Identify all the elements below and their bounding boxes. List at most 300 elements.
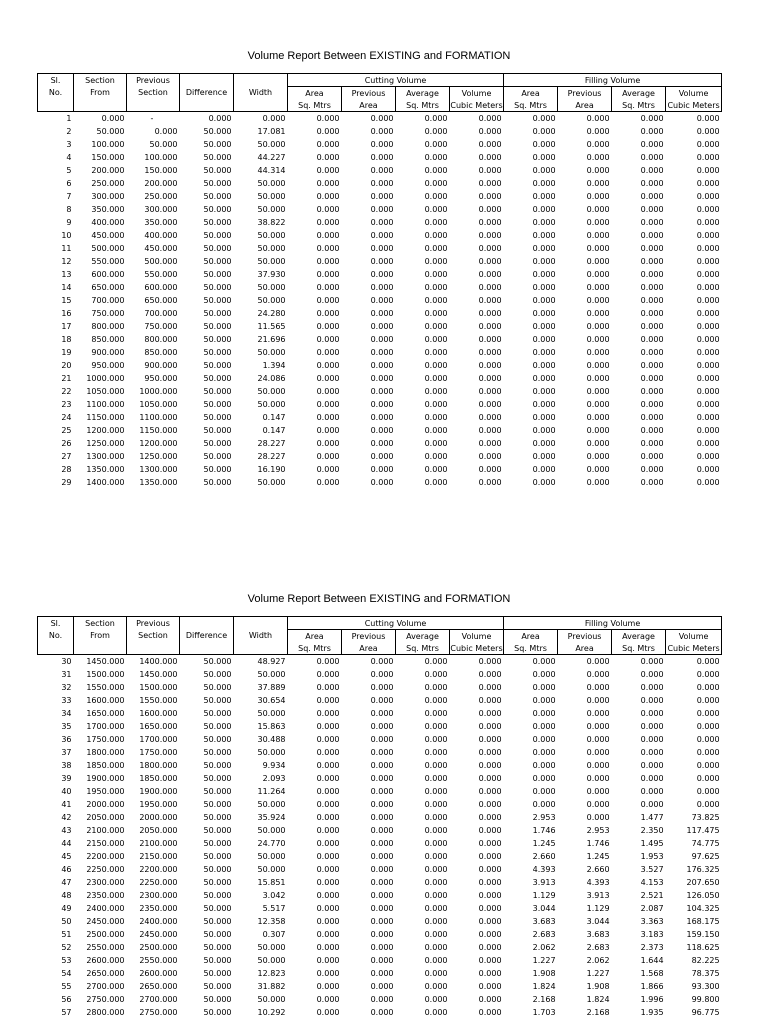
fill-average-cell: 0.000 — [640, 270, 664, 279]
cut-volume-cell: 0.000 — [478, 774, 502, 783]
difference-cell: 50.000 — [203, 309, 232, 318]
difference-cell: 50.000 — [203, 205, 232, 214]
table-header — [38, 617, 722, 655]
cut-average-header: Average — [396, 87, 450, 100]
sl-no-cell: 6 — [66, 179, 72, 188]
difference-cell: 50.000 — [203, 956, 232, 965]
fill-area-cell: 0.000 — [532, 439, 556, 448]
section-from-cell: 1000.000 — [86, 374, 125, 383]
volume-table — [37, 73, 722, 489]
section-from-cell: 2450.000 — [86, 917, 125, 926]
cut-area-cell: 0.000 — [316, 244, 340, 253]
cut-area-cell: 0.000 — [316, 696, 340, 705]
fill-area-cell: 0.000 — [532, 283, 556, 292]
fill-area-cell: 3.913 — [532, 878, 556, 887]
difference-cell: 50.000 — [203, 218, 232, 227]
cut-average-cell: 0.000 — [424, 969, 448, 978]
cut-volume-cell: 0.000 — [478, 439, 502, 448]
cut-volume-cell: 0.000 — [478, 995, 502, 1004]
sl-no-cell: 45 — [61, 852, 72, 861]
fill-average-cell: 1.495 — [640, 839, 664, 848]
cut-area-cell: 0.000 — [316, 452, 340, 461]
fill-volume-cell: 93.300 — [691, 982, 720, 991]
previous-section-cell: 900.000 — [144, 361, 178, 370]
section-from-cell: 750.000 — [91, 309, 125, 318]
sl-no-cell: 53 — [61, 956, 72, 965]
cut-area-cell: 0.000 — [316, 140, 340, 149]
fill-volume-cell: 0.000 — [696, 257, 720, 266]
previous-section-cell: 2400.000 — [139, 917, 178, 926]
fill-area-cell: 0.000 — [532, 374, 556, 383]
table-row — [38, 759, 722, 772]
width-cell: 10.292 — [257, 1008, 286, 1017]
previous-section-cell: 1350.000 — [139, 478, 178, 487]
cut-volume-cell: 0.000 — [478, 761, 502, 770]
cut-average-cell: 0.000 — [424, 670, 448, 679]
cutting-volume-header: Cutting Volume — [288, 617, 504, 630]
width-cell: 35.924 — [257, 813, 286, 822]
table-row — [38, 720, 722, 733]
fill-average-cell: 2.350 — [640, 826, 664, 835]
cut-prev-area-cell: 0.000 — [370, 865, 394, 874]
cut-average-cell: 0.000 — [424, 296, 448, 305]
cut-average-cell: 0.000 — [424, 943, 448, 952]
cut-average-cell: 0.000 — [424, 722, 448, 731]
section-from-cell: 1900.000 — [86, 774, 125, 783]
sl-no-cell: 13 — [61, 270, 72, 279]
fill-prev-area-cell: 0.000 — [586, 761, 610, 770]
table-row — [38, 941, 722, 954]
fill-average-cell: 0.000 — [640, 335, 664, 344]
fill-volume-cell: 0.000 — [696, 735, 720, 744]
cut-prev-area-cell: 0.000 — [370, 670, 394, 679]
sl-no-cell: 10 — [61, 231, 72, 240]
cut-prev-area-cell: 0.000 — [370, 270, 394, 279]
cut-volume-cell: 0.000 — [478, 878, 502, 887]
fill-prev-area-cell: 0.000 — [586, 696, 610, 705]
section-from-cell: 2200.000 — [86, 852, 125, 861]
filling-volume-header: Filling Volume — [504, 74, 722, 87]
fill-area-cell: 0.000 — [532, 683, 556, 692]
section-from-cell: 1450.000 — [86, 657, 125, 666]
fill-volume-cell: 176.325 — [686, 865, 720, 874]
table-row — [38, 411, 722, 424]
section-from-cell: 1750.000 — [86, 735, 125, 744]
difference-cell: 50.000 — [203, 322, 232, 331]
cut-prev-area-cell: 0.000 — [370, 127, 394, 136]
fill-prev-area-cell: 0.000 — [586, 283, 610, 292]
fill-area-cell: 0.000 — [532, 218, 556, 227]
report-title: Volume Report Between EXISTING and FORMATION — [247, 593, 511, 605]
fill-prev-area-cell: 0.000 — [586, 335, 610, 344]
difference-cell: 50.000 — [203, 774, 232, 783]
difference-cell: 50.000 — [203, 283, 232, 292]
cut-area-cell: 0.000 — [316, 426, 340, 435]
cut-volume-unit: Cubic Meters — [450, 643, 503, 653]
width-cell: 3.042 — [262, 891, 286, 900]
fill-volume-cell: 0.000 — [696, 722, 720, 731]
table-row — [38, 993, 722, 1006]
volume-report-page-1 — [37, 48, 721, 489]
cut-prev-area-cell: 0.000 — [370, 283, 394, 292]
previous-section-cell: 1050.000 — [139, 400, 178, 409]
cut-prev-area-unit: Area — [342, 99, 396, 112]
fill-average-cell: 0.000 — [640, 696, 664, 705]
fill-volume-cell: 0.000 — [696, 335, 720, 344]
fill-prev-area-cell: 3.913 — [586, 891, 610, 900]
table-row — [38, 242, 722, 255]
cut-area-cell: 0.000 — [316, 800, 340, 809]
cut-average-cell: 0.000 — [424, 205, 448, 214]
fill-area-cell: 0.000 — [532, 309, 556, 318]
previous-section-cell: 1300.000 — [139, 465, 178, 474]
width-cell: 37.889 — [257, 683, 286, 692]
width-cell: 50.000 — [257, 257, 286, 266]
section-from-cell: 900.000 — [91, 348, 125, 357]
sl-no-cell: 3 — [66, 140, 72, 149]
cut-average-cell: 0.000 — [424, 400, 448, 409]
width-cell: 50.000 — [257, 296, 286, 305]
fill-prev-area-cell: 0.000 — [586, 309, 610, 318]
section-from-cell: 2250.000 — [86, 865, 125, 874]
width-cell: 50.000 — [257, 140, 286, 149]
cut-average-cell: 0.000 — [424, 839, 448, 848]
fill-area-cell: 0.000 — [532, 335, 556, 344]
fill-average-cell: 0.000 — [640, 452, 664, 461]
fill-prev-area-cell: 0.000 — [586, 192, 610, 201]
cut-average-cell: 0.000 — [424, 995, 448, 1004]
difference-cell: 50.000 — [203, 683, 232, 692]
fill-volume-cell: 82.225 — [691, 956, 720, 965]
section-from-header: Section — [74, 74, 127, 87]
difference-cell: 50.000 — [203, 400, 232, 409]
difference-cell: 50.000 — [203, 709, 232, 718]
sl-no-cell: 17 — [61, 322, 72, 331]
fill-prev-area-cell: 0.000 — [586, 153, 610, 162]
fill-volume-cell: 0.000 — [696, 413, 720, 422]
sl-no-cell: 1 — [66, 114, 72, 123]
section-from-cell: 2150.000 — [86, 839, 125, 848]
sl-no-cell: 27 — [61, 452, 72, 461]
width-cell: 50.000 — [257, 852, 286, 861]
cut-volume-cell: 0.000 — [478, 270, 502, 279]
fill-prev-area-cell: 0.000 — [586, 244, 610, 253]
cut-average-unit: Sq. Mtrs — [396, 99, 450, 112]
cut-prev-area-cell: 0.000 — [370, 387, 394, 396]
sl-no-cell: 37 — [61, 748, 72, 757]
cut-area-cell: 0.000 — [316, 813, 340, 822]
cut-area-cell: 0.000 — [316, 683, 340, 692]
cut-average-cell: 0.000 — [424, 761, 448, 770]
table-body — [38, 112, 722, 490]
fill-prev-area-cell: 0.000 — [586, 439, 610, 448]
cut-prev-area-cell: 0.000 — [370, 774, 394, 783]
sl-no-cell: 8 — [66, 205, 72, 214]
fill-volume-cell: 207.650 — [686, 878, 720, 887]
fill-area-cell: 0.000 — [532, 257, 556, 266]
fill-volume-cell: 0.000 — [696, 205, 720, 214]
sl-no-cell: 34 — [61, 709, 72, 718]
sl-no-cell: 43 — [61, 826, 72, 835]
difference-cell: 50.000 — [203, 244, 232, 253]
cut-volume-cell: 0.000 — [478, 709, 502, 718]
cut-volume-cell: 0.000 — [478, 309, 502, 318]
cut-volume-cell: 0.000 — [478, 826, 502, 835]
fill-prev-area-unit: Area — [558, 99, 612, 112]
previous-section-cell: 0.000 — [154, 127, 178, 136]
fill-area-cell: 0.000 — [532, 761, 556, 770]
previous-section-cell: 600.000 — [144, 283, 178, 292]
section-from-cell: 250.000 — [91, 179, 125, 188]
section-from-cell: 1600.000 — [86, 696, 125, 705]
section-from-cell: 1300.000 — [86, 452, 125, 461]
cut-prev-area-cell: 0.000 — [370, 192, 394, 201]
previous-section-cell: 2750.000 — [139, 1008, 178, 1017]
fill-area-cell: 2.062 — [532, 943, 556, 952]
cut-area-cell: 0.000 — [316, 904, 340, 913]
fill-average-cell: 0.000 — [640, 257, 664, 266]
fill-volume-cell: 0.000 — [696, 657, 720, 666]
cut-average-cell: 0.000 — [424, 426, 448, 435]
difference-cell: 50.000 — [203, 826, 232, 835]
cut-prev-area-cell: 0.000 — [370, 696, 394, 705]
volume-table — [37, 616, 722, 1019]
table-row — [38, 476, 722, 489]
fill-average-cell: 1.568 — [640, 969, 664, 978]
sl-no-cell: 23 — [61, 400, 72, 409]
fill-area-cell: 0.000 — [532, 244, 556, 253]
fill-volume-cell: 0.000 — [696, 800, 720, 809]
cut-volume-cell: 0.000 — [478, 413, 502, 422]
fill-area-cell: 0.000 — [532, 696, 556, 705]
fill-area-cell: 0.000 — [532, 387, 556, 396]
difference-cell: 50.000 — [203, 257, 232, 266]
cut-average-cell: 0.000 — [424, 930, 448, 939]
cut-average-cell: 0.000 — [424, 826, 448, 835]
previous-section-cell: 1950.000 — [139, 800, 178, 809]
table-row — [38, 255, 722, 268]
previous-section-cell: 850.000 — [144, 348, 178, 357]
cut-average-cell: 0.000 — [424, 787, 448, 796]
width-cell: 5.517 — [262, 904, 286, 913]
fill-area-cell: 0.000 — [532, 657, 556, 666]
cut-volume-cell: 0.000 — [478, 865, 502, 874]
cut-area-cell: 0.000 — [316, 839, 340, 848]
cut-volume-cell: 0.000 — [478, 192, 502, 201]
cut-prev-area-cell: 0.000 — [370, 761, 394, 770]
cut-area-cell: 0.000 — [316, 761, 340, 770]
cut-prev-area-cell: 0.000 — [370, 943, 394, 952]
section-from-cell: 50.000 — [96, 127, 125, 136]
cut-volume-cell: 0.000 — [478, 361, 502, 370]
cut-volume-cell: 0.000 — [478, 904, 502, 913]
cut-prev-area-cell: 0.000 — [370, 231, 394, 240]
table-row — [38, 333, 722, 346]
cut-area-cell: 0.000 — [316, 231, 340, 240]
section-from-header: Section — [74, 617, 127, 630]
fill-average-cell: 1.477 — [640, 813, 664, 822]
previous-section-header-2: Section — [127, 87, 180, 112]
width-cell: 38.822 — [257, 218, 286, 227]
fill-area-cell: 0.000 — [532, 452, 556, 461]
cut-area-header: Area — [288, 87, 342, 100]
table-row — [38, 798, 722, 811]
cut-average-cell: 0.000 — [424, 800, 448, 809]
sl-no-cell: 38 — [61, 761, 72, 770]
previous-section-cell: 300.000 — [144, 205, 178, 214]
cut-area-cell: 0.000 — [316, 296, 340, 305]
fill-volume-cell: 73.825 — [691, 813, 720, 822]
cut-volume-cell: 0.000 — [478, 956, 502, 965]
fill-prev-area-cell: 1.908 — [586, 982, 610, 991]
fill-volume-cell: 0.000 — [696, 709, 720, 718]
fill-area-unit: Sq. Mtrs — [504, 99, 558, 112]
width-cell: 50.000 — [257, 865, 286, 874]
fill-volume-cell: 118.625 — [686, 943, 720, 952]
fill-area-cell: 0.000 — [532, 153, 556, 162]
cut-average-cell: 0.000 — [424, 114, 448, 123]
previous-section-cell: 400.000 — [144, 231, 178, 240]
cut-prev-area-cell: 0.000 — [370, 296, 394, 305]
fill-average-cell: 0.000 — [640, 413, 664, 422]
cut-area-cell: 0.000 — [316, 787, 340, 796]
cut-average-cell: 0.000 — [424, 322, 448, 331]
fill-area-cell: 0.000 — [532, 735, 556, 744]
width-cell: 2.093 — [262, 774, 286, 783]
sl-no-cell: 7 — [66, 192, 72, 201]
table-row — [38, 681, 722, 694]
cut-volume-cell: 0.000 — [478, 722, 502, 731]
section-from-cell: 1950.000 — [86, 787, 125, 796]
cut-average-cell: 0.000 — [424, 439, 448, 448]
sl-header-2: No. — [38, 87, 74, 112]
fill-prev-area-cell: 0.000 — [586, 735, 610, 744]
fill-volume-header: Volume — [666, 87, 722, 100]
fill-area-cell: 0.000 — [532, 231, 556, 240]
difference-header: Difference — [180, 617, 234, 655]
fill-volume-cell: 0.000 — [696, 231, 720, 240]
section-from-cell: 1250.000 — [86, 439, 125, 448]
cut-prev-area-cell: 0.000 — [370, 361, 394, 370]
sl-no-cell: 57 — [61, 1008, 72, 1017]
table-row — [38, 424, 722, 437]
cut-prev-area-cell: 0.000 — [370, 982, 394, 991]
fill-average-cell: 0.000 — [640, 800, 664, 809]
previous-section-cell: 550.000 — [144, 270, 178, 279]
fill-average-header: Average — [612, 87, 666, 100]
cut-area-cell: 0.000 — [316, 826, 340, 835]
difference-cell: 50.000 — [203, 127, 232, 136]
previous-section-header-2: Section — [127, 630, 180, 655]
table-row — [38, 346, 722, 359]
previous-section-cell: 1500.000 — [139, 683, 178, 692]
fill-area-cell: 1.746 — [532, 826, 556, 835]
cut-volume-cell: 0.000 — [478, 218, 502, 227]
fill-prev-area-cell: 0.000 — [586, 387, 610, 396]
fill-prev-area-cell: 1.129 — [586, 904, 610, 913]
cut-area-cell: 0.000 — [316, 657, 340, 666]
previous-section-cell: 700.000 — [144, 309, 178, 318]
sl-no-cell: 4 — [66, 153, 72, 162]
width-cell: 1.394 — [262, 361, 286, 370]
cut-average-cell: 0.000 — [424, 361, 448, 370]
fill-prev-area-cell: 0.000 — [586, 465, 610, 474]
cut-area-cell: 0.000 — [316, 179, 340, 188]
cut-average-cell: 0.000 — [424, 696, 448, 705]
fill-area-cell: 0.000 — [532, 670, 556, 679]
cut-prev-area-cell: 0.000 — [370, 657, 394, 666]
width-cell: 15.851 — [257, 878, 286, 887]
table-row — [38, 863, 722, 876]
cut-prev-area-cell: 0.000 — [370, 722, 394, 731]
cut-average-cell: 0.000 — [424, 956, 448, 965]
cut-volume-cell: 0.000 — [478, 930, 502, 939]
fill-average-cell: 1.866 — [640, 982, 664, 991]
cut-prev-area-cell: 0.000 — [370, 748, 394, 757]
cut-area-cell: 0.000 — [316, 709, 340, 718]
width-cell: 50.000 — [257, 826, 286, 835]
width-cell: 50.000 — [257, 800, 286, 809]
width-cell: 28.227 — [257, 452, 286, 461]
cutting-volume-header: Cutting Volume — [288, 74, 504, 87]
difference-cell: 50.000 — [203, 735, 232, 744]
fill-area-cell: 0.000 — [532, 205, 556, 214]
fill-prev-area-cell: 3.044 — [586, 917, 610, 926]
fill-volume-cell: 0.000 — [696, 670, 720, 679]
fill-average-unit: Sq. Mtrs — [612, 99, 666, 112]
table-row — [38, 359, 722, 372]
width-cell: 50.000 — [257, 231, 286, 240]
fill-area-cell: 0.000 — [532, 140, 556, 149]
previous-section-cell: - — [150, 114, 154, 123]
section-from-cell: 650.000 — [91, 283, 125, 292]
filling-volume-header: Filling Volume — [504, 617, 722, 630]
cut-prev-area-cell: 0.000 — [370, 891, 394, 900]
cut-area-cell: 0.000 — [316, 995, 340, 1004]
fill-prev-area-cell: 0.000 — [586, 374, 610, 383]
cut-prev-area-cell: 0.000 — [370, 956, 394, 965]
cut-average-cell: 0.000 — [424, 878, 448, 887]
cut-area-cell: 0.000 — [316, 891, 340, 900]
fill-volume-cell: 0.000 — [696, 140, 720, 149]
cut-average-cell: 0.000 — [424, 683, 448, 692]
cut-prev-area-header: Previous — [342, 87, 396, 100]
difference-cell: 50.000 — [203, 891, 232, 900]
cut-volume-cell: 0.000 — [478, 244, 502, 253]
difference-cell: 50.000 — [203, 179, 232, 188]
fill-prev-area-cell: 0.000 — [586, 478, 610, 487]
section-from-cell: 1800.000 — [86, 748, 125, 757]
cut-volume-cell: 0.000 — [478, 322, 502, 331]
cut-area-cell: 0.000 — [316, 722, 340, 731]
cut-average-cell: 0.000 — [424, 657, 448, 666]
previous-section-cell: 2000.000 — [139, 813, 178, 822]
table-header — [38, 74, 722, 112]
difference-cell: 50.000 — [203, 930, 232, 939]
fill-volume-cell: 0.000 — [696, 439, 720, 448]
section-from-cell: 1550.000 — [86, 683, 125, 692]
fill-volume-cell: 0.000 — [696, 361, 720, 370]
width-cell: 50.000 — [257, 205, 286, 214]
fill-prev-area-cell: 0.000 — [586, 413, 610, 422]
cut-prev-area-cell: 0.000 — [370, 478, 394, 487]
sl-no-cell: 41 — [61, 800, 72, 809]
sl-no-cell: 5 — [66, 166, 72, 175]
previous-section-cell: 1250.000 — [139, 452, 178, 461]
difference-cell: 50.000 — [203, 839, 232, 848]
difference-cell: 50.000 — [203, 748, 232, 757]
sl-no-cell: 18 — [61, 335, 72, 344]
